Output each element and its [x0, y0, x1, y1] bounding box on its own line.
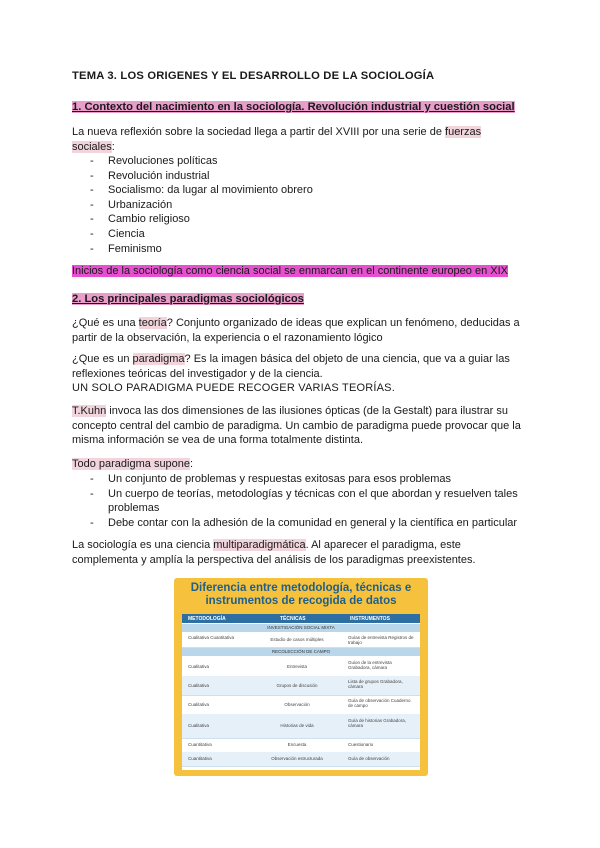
table-row: Cuantitativa Encuesta Cuestionario: [182, 738, 420, 753]
header-cell: METODOLOGÍA: [188, 616, 226, 622]
list-item: - Feminismo: [72, 242, 313, 257]
figure-title: Diferencia entre metodología, técnicas e instrumentos de recogida de datos: [190, 582, 412, 607]
multiparadigmatica-paragraph: La sociología es una ciencia multiparadigmática. Al aparecer el paradigma, este complementa y amplía la perspectiva del análisis de los paradigmas preexistentes.: [72, 539, 476, 566]
header-cell: INSTRUMENTOS: [350, 616, 390, 622]
highlight-kuhn: T.Kuhn: [72, 405, 107, 417]
teoria-paragraph: ¿Qué es una teoría? Conjunto organizado de ideas que explican un fenómeno, deducidas a partir de la observación, la experiencia o el razonamiento lógico: [72, 317, 520, 344]
highlight-paradigma: paradigma: [132, 353, 185, 365]
table-row: Cuantitativa Observación estructurada Guía de observación: [182, 752, 420, 767]
highlight-teoria: teoría: [138, 317, 167, 329]
list-item: - Revoluciones políticas: [72, 154, 313, 169]
table-row: Cualitativa Entrevista Guion de la entrevista Grabadora, cámara: [182, 657, 420, 677]
table-row: Cualitativa Historias de vida Guía de historias Grabadora, cámara: [182, 714, 420, 739]
list-item: - Socialismo: da lugar al movimiento obrero: [72, 183, 313, 198]
forces-list: [72, 154, 313, 256]
header-cell: TÉCNICAS: [280, 616, 306, 622]
supone-label: Todo paradigma supone:: [72, 458, 194, 470]
highlight-fuerzas: fuerzas: [445, 126, 482, 138]
kuhn-paragraph: T.Kuhn invoca las dos dimensiones de las ilusiones ópticas (de la Gestalt) para ilustrar su concepto central del cambio de paradigma. Un cambio de paradigma puede provocar que la misma información se vea de una forma totalmente distinta.: [72, 405, 521, 447]
paradigma-paragraph: ¿Que es un paradigma? Es la imagen básica del objeto de una ciencia, que va a guiar las reflexiones teóricas del investigador y de la ciencia. UN SOLO PARADIGMA PUEDE RECOGER VARIAS TEORÍAS.: [72, 353, 510, 395]
document-title: TEMA 3. LOS ORIGENES Y EL DESARROLLO DE LA SOCIOLOGÍA: [72, 70, 435, 82]
list-item: - Ciencia: [72, 227, 313, 242]
list-item: - Revolución industrial: [72, 169, 313, 184]
table-header: [182, 614, 420, 623]
list-item: - Cambio religioso: [72, 212, 313, 227]
list-item: - Un cuerpo de teorías, metodologías y técnicas con el que abordan y resuelven tales problemas: [72, 487, 518, 516]
list-item: - Debe contar con la adhesión de la comunidad en general y la científica en particular: [72, 516, 518, 531]
list-item: - Un conjunto de problemas y respuestas exitosas para esos problemas: [72, 472, 518, 487]
table-row: Cualitativa Observación Guía de observación Cuaderno de campo: [182, 695, 420, 715]
supone-list: [72, 472, 518, 530]
highlight-multiparadigmatica: multiparadigmática: [213, 539, 306, 551]
section-1-note: Inicios de la sociología como ciencia social se enmarcan en el continente europeo en XIX: [72, 265, 508, 277]
highlight-sociales: sociales: [72, 140, 112, 153]
figure-table: [182, 614, 420, 770]
table-band: RECOLECCIÓN DE CAMPO: [182, 648, 420, 656]
table-row: Cualitativa Cuantitativa Estudio de casos múltiples Guías de entrevista Registros de trabajo: [182, 633, 420, 648]
table-band: INVESTIGACIÓN SOCIAL MIXTA: [182, 624, 420, 632]
methodology-figure: [174, 578, 428, 776]
section-2-heading: 2. Los principales paradigmas sociológicos: [72, 293, 304, 305]
section-1-heading: 1. Contexto del nacimiento en la sociología. Revolución industrial y cuestión social: [72, 101, 515, 113]
table-row: Cualitativa Grupos de discusión Lista de grupos Grabadora, cámara: [182, 676, 420, 696]
section-1-intro: La nueva reflexión sobre la sociedad llega a partir del XVIII por una serie de fuerzas sociales:: [72, 126, 482, 153]
list-item: - Urbanización: [72, 198, 313, 213]
